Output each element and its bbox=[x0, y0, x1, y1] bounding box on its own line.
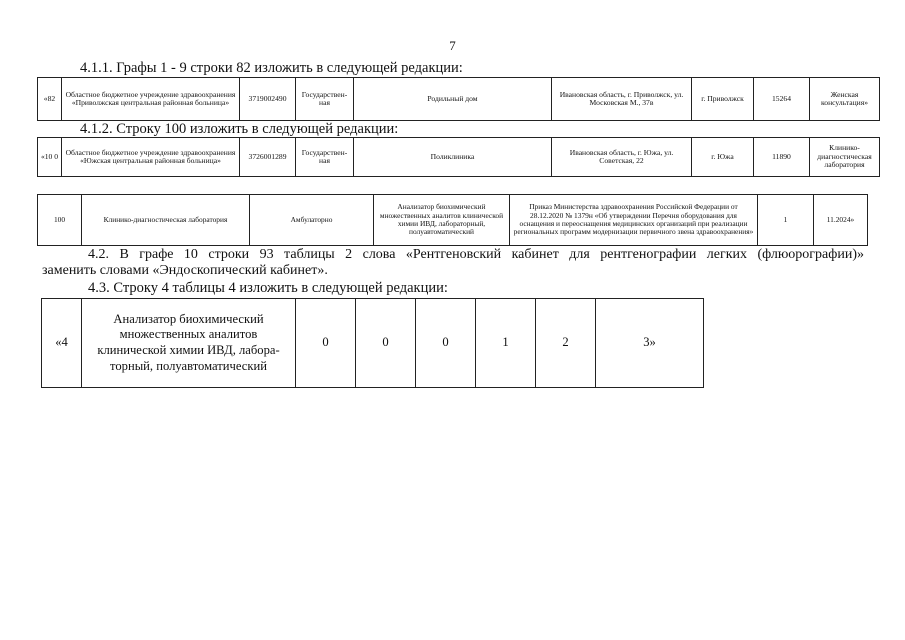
cell-order: Приказ Министерства здравоохранения Российской Федерации от 28.12.2020 № 1379н «Об утверждении Перечня оборудования для оснащения и переоснащения медицинских организаций при реализации региональных программ модернизации первичного звена здравоохранения» bbox=[510, 195, 758, 246]
cell-organization: Областное бюджетное учреждение здравоохранения «Приволжская центральная районная больница» bbox=[62, 78, 240, 121]
cell-city: г. Южа bbox=[692, 138, 754, 177]
heading-4-1-2: 4.1.2. Строку 100 изложить в следующей редакции: bbox=[80, 121, 399, 137]
cell-unit: Родильный дом bbox=[354, 78, 552, 121]
cell-value-1: 0 bbox=[296, 299, 356, 388]
cell-value-6: 3» bbox=[596, 299, 704, 388]
cell-number: «10 0 bbox=[38, 138, 62, 177]
cell-department: Клинико-диагностическая лаборатория bbox=[82, 195, 250, 246]
cell-number: «4 bbox=[42, 299, 82, 388]
cell-unit: Поликлиника bbox=[354, 138, 552, 177]
table-4-row-4 bbox=[41, 298, 704, 388]
paragraph-4-2-line-1: 4.2. В графе 10 строки 93 таблицы 2 слова «Рентгеновский кабинет для рентгенографии легких (флюорографии)» bbox=[88, 247, 864, 262]
cell-department: Клинико-диагностическая лаборатория bbox=[810, 138, 880, 177]
cell-inn: 3726001289 bbox=[240, 138, 296, 177]
cell-inn: 3719002490 bbox=[240, 78, 296, 121]
cell-department: Женская консультация» bbox=[810, 78, 880, 121]
cell-value-4: 1 bbox=[476, 299, 536, 388]
cell-ownership: Государствен-ная bbox=[296, 138, 354, 177]
cell-address: Ивановская область, г. Приволжск, ул. Московская М., 37в bbox=[552, 78, 692, 121]
heading-4-3: 4.3. Строку 4 таблицы 4 изложить в следующей редакции: bbox=[88, 280, 448, 296]
cell-code: 11890 bbox=[754, 138, 810, 177]
cell-equipment: Анализатор биохимический множественных аналитов клинической химии ИВД, лабораторный, полуавтоматический bbox=[374, 195, 510, 246]
paragraph-4-2-line-2: заменить словами «Эндоскопический кабинет». bbox=[42, 263, 328, 278]
cell-value-2: 0 bbox=[356, 299, 416, 388]
cell-quantity: 1 bbox=[758, 195, 814, 246]
table-row-100 bbox=[37, 137, 880, 177]
table-row-82 bbox=[37, 77, 880, 121]
cell-address: Ивановская область, г. Южа, ул. Советская, 22 bbox=[552, 138, 692, 177]
paragraph-4-2 bbox=[42, 247, 864, 279]
cell-number: «82 bbox=[38, 78, 62, 121]
cell-value-3: 0 bbox=[416, 299, 476, 388]
cell-organization: Областное бюджетное учреждение здравоохранения «Южская центральная районная больница» bbox=[62, 138, 240, 177]
cell-date: 11.2024» bbox=[814, 195, 868, 246]
page-number: 7 bbox=[449, 38, 456, 53]
table-row-100-equipment bbox=[37, 194, 868, 246]
cell-number: 100 bbox=[38, 195, 82, 246]
cell-equipment: Анализатор биохимический множественных аналитов клинической химии ИВД, лабора-торный, полуавтоматический bbox=[82, 299, 296, 388]
cell-city: г. Приволжск bbox=[692, 78, 754, 121]
cell-ownership: Государствен-ная bbox=[296, 78, 354, 121]
cell-code: 15264 bbox=[754, 78, 810, 121]
cell-care-mode: Амбулаторно bbox=[250, 195, 374, 246]
cell-value-5: 2 bbox=[536, 299, 596, 388]
heading-4-1-1: 4.1.1. Графы 1 - 9 строки 82 изложить в следующей редакции: bbox=[80, 60, 463, 76]
